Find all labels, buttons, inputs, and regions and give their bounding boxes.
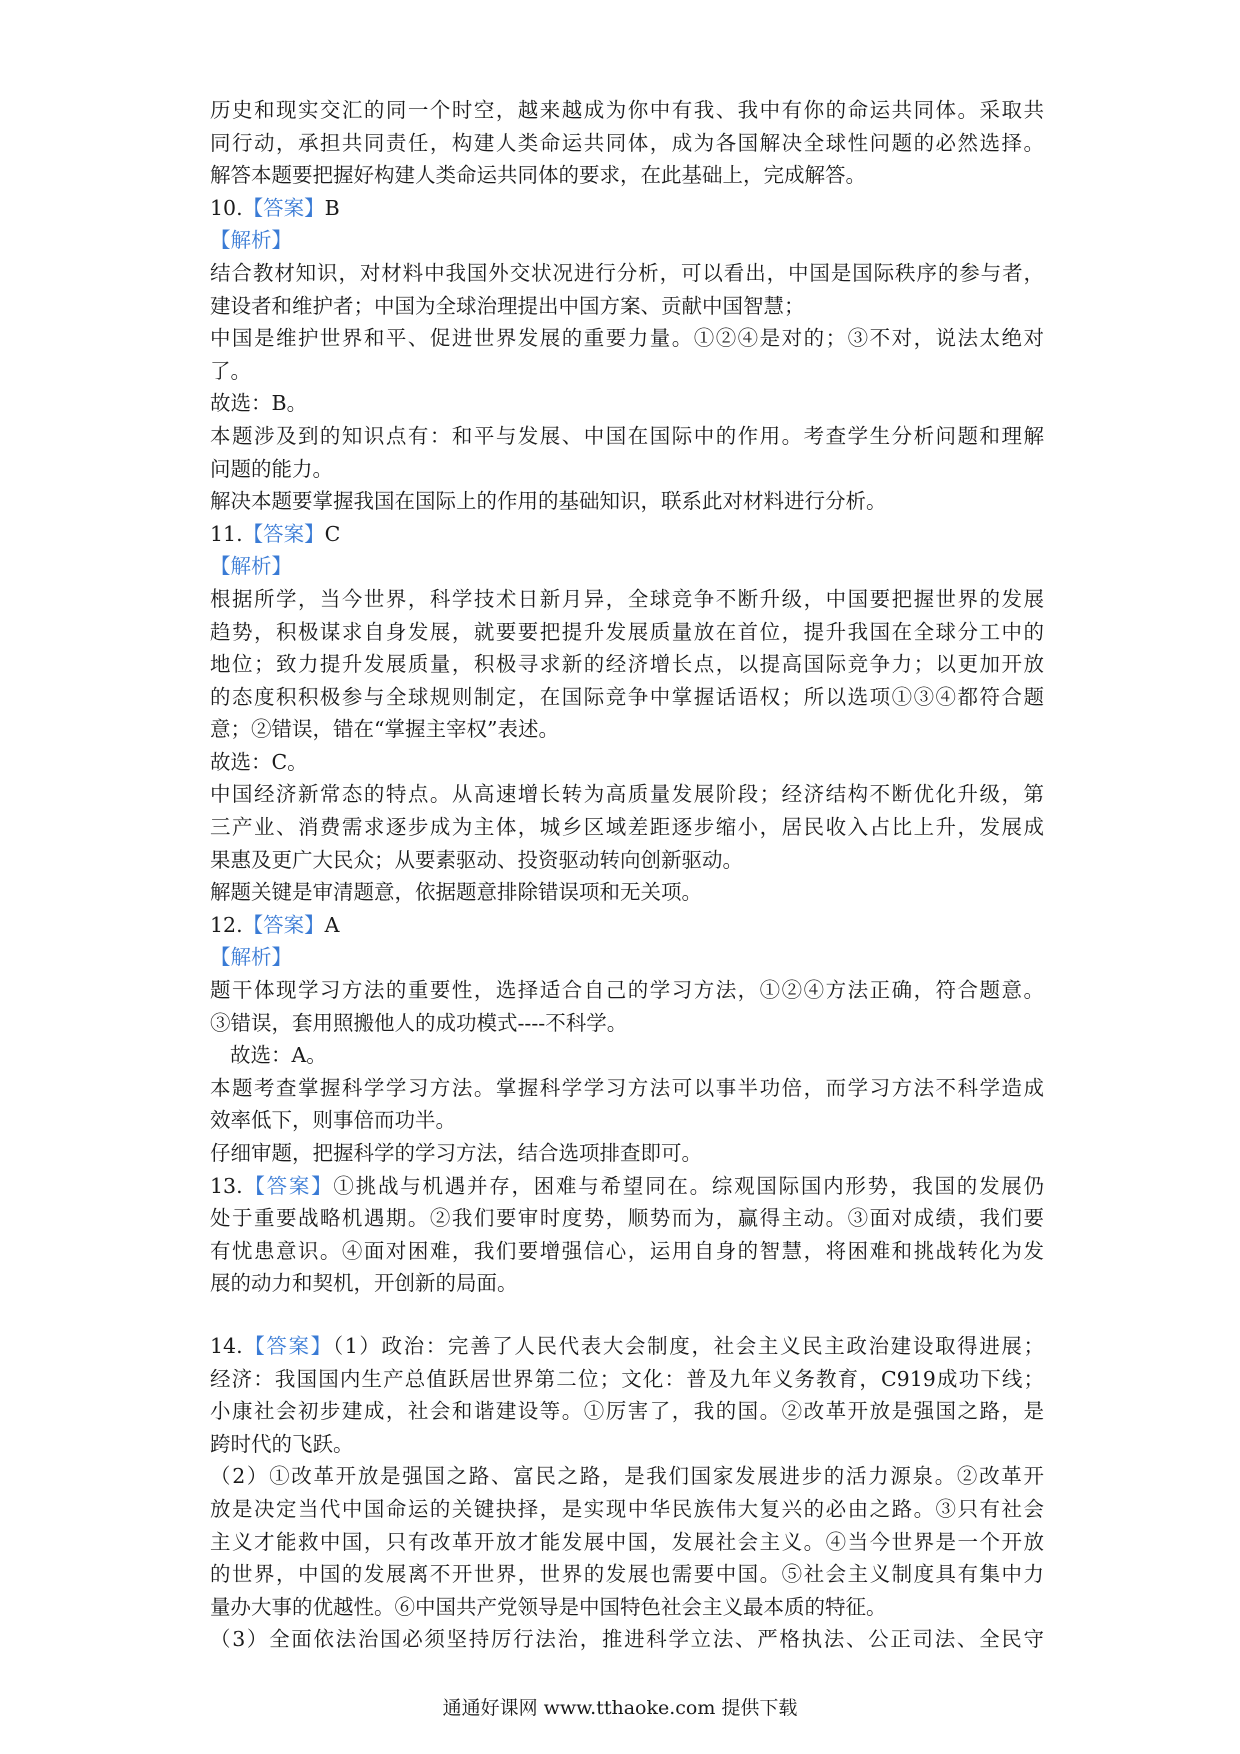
line-text: ③错误，套用照搬他人的成功模式----不科学。	[210, 1010, 628, 1035]
question-number: 11.	[210, 521, 243, 546]
question-number: 14.	[210, 1333, 243, 1358]
text-line	[210, 1428, 1044, 1461]
answer-tag: 【答案】	[242, 521, 325, 546]
line-text: （2）①改革开放是强国之路、富民之路，是我们国家发展进步的活力源泉。②改革开	[210, 1464, 1044, 1489]
line-text: 中国是维护世界和平、促进世界发展的重要力量。①②④是对的；③不对，说法太绝对	[210, 326, 1044, 351]
line-text: 主义才能救中国，只有改革开放才能发展中国，发展社会主义。④当今世界是一个开放	[210, 1529, 1044, 1554]
text-line	[210, 1460, 1044, 1493]
text-line	[210, 1395, 1044, 1428]
line-text: 的态度积积极参与全球规则制定，在国际竞争中掌握话语权；所以选项①③④都符合题	[210, 684, 1044, 709]
line-text: 放是决定当代中国命运的关键抉择，是实现中华民族伟大复兴的必由之路。③只有社会	[210, 1496, 1044, 1521]
text-line	[210, 1623, 1044, 1656]
line-text: 趋势，积极谋求自身发展，就要要把提升发展质量放在首位，提升我国在全球分工中的	[210, 619, 1044, 644]
line-text: 故选：A。	[230, 1043, 327, 1068]
line-text: 故选：B。	[210, 391, 308, 416]
analysis-tag: 【解析】	[210, 554, 292, 579]
text-line	[210, 811, 1044, 844]
line-text: 处于重要战略机遇期。②我们要审时度势，顺势而为，赢得主动。③面对成绩，我们要	[210, 1206, 1044, 1231]
line-text: 跨时代的飞跃。	[210, 1431, 354, 1456]
line-text: 本题考查掌握科学学习方法。掌握科学学习方法可以事半功倍，而学习方法不科学造成	[210, 1075, 1044, 1100]
line-text: 效率低下，则事倍而功半。	[210, 1108, 456, 1133]
answer-tag: 【答案】	[242, 1173, 334, 1198]
text-line	[210, 974, 1044, 1007]
line-text: 本题涉及到的知识点有：和平与发展、中国在国际中的作用。考查学生分析问题和理解	[210, 423, 1044, 448]
text-line	[210, 1137, 1044, 1170]
line-text: 量办大事的优越性。⑥中国共产党领导是中国特色社会主义最本质的特征。	[210, 1594, 887, 1619]
text-line	[210, 1330, 1044, 1363]
line-text: 小康社会初步建成，社会和谐建设等。①厉害了，我的国。②改革开放是强国之路，是	[210, 1399, 1044, 1424]
line-text: ①挑战与机遇并存，困难与希望同在。综观国际国内形势，我国的发展仍	[333, 1173, 1044, 1198]
line-text: 地位；致力提升发展质量，积极寻求新的经济增长点，以提高国际竞争力；以更加开放	[210, 652, 1044, 677]
text-line	[210, 355, 1044, 388]
footer-watermark: 通通好课网 www.tthaoke.com 提供下载	[442, 1697, 798, 1719]
text-line	[210, 453, 1044, 486]
text-line	[210, 941, 1044, 974]
text-line	[210, 518, 1044, 551]
text-line	[210, 1558, 1044, 1591]
text-line	[210, 1591, 1044, 1624]
line-text: C	[324, 521, 341, 546]
text-line	[210, 1526, 1044, 1559]
line-text: 解决本题要掌握我国在国际上的作用的基础知识，联系此对材料进行分析。	[210, 489, 887, 514]
line-text: 同行动，承担共同责任，构建人类命运共同体，成为各国解决全球性问题的必然选择。	[210, 130, 1044, 155]
text-line	[210, 1202, 1044, 1235]
text-line	[210, 746, 1044, 779]
text-line	[210, 550, 1044, 583]
line-text: 的世界，中国的发展离不开世界，世界的发展也需要中国。⑤社会主义制度具有集中力	[210, 1562, 1044, 1587]
text-line	[210, 1267, 1044, 1300]
text-line	[210, 224, 1044, 257]
text-line	[210, 1007, 1044, 1040]
analysis-tag: 【解析】	[210, 228, 292, 253]
line-text: A	[324, 912, 340, 937]
text-line	[210, 1072, 1044, 1105]
text-line	[210, 876, 1044, 909]
line-text: 意；②错误，错在“掌握主宰权”表述。	[210, 717, 559, 742]
line-text: （1）政治：完善了人民代表大会制度，社会主义民主政治建设取得进展；	[332, 1333, 1044, 1358]
line-text: （3）全面依法治国必须坚持厉行法治，推进科学立法、严格执法、公正司法、全民守	[210, 1627, 1044, 1652]
text-line	[210, 909, 1044, 942]
text-line	[210, 387, 1044, 420]
text-line	[210, 290, 1044, 323]
line-text: 建设者和维护者；中国为全球治理提出中国方案、贡献中国智慧；	[210, 293, 805, 318]
text-line	[210, 844, 1044, 877]
line-text: 三产业、消费需求逐步成为主体，城乡区域差距逐步缩小，居民收入占比上升，发展成	[210, 815, 1044, 840]
text-line	[210, 322, 1044, 355]
line-text: 了。	[210, 358, 251, 383]
answer-tag: 【答案】	[242, 195, 325, 220]
analysis-tag: 【解析】	[210, 945, 292, 970]
line-text: 故选：C。	[210, 749, 308, 774]
question-number: 13.	[210, 1173, 243, 1198]
text-line	[210, 583, 1044, 616]
text-line	[210, 127, 1044, 160]
text-line	[210, 681, 1044, 714]
text-line	[210, 778, 1044, 811]
text-line	[210, 1104, 1044, 1137]
text-line	[210, 616, 1044, 649]
line-text: 仔细审题，把握科学的学习方法，结合选项排查即可。	[210, 1141, 702, 1165]
paragraph-gap	[210, 1300, 1044, 1330]
text-line	[210, 1235, 1044, 1268]
text-line	[210, 159, 1044, 192]
line-text: 解答本题要把握好构建人类命运共同体的要求，在此基础上，完成解答。	[210, 163, 866, 188]
line-text: 有忧患意识。④面对困难，我们要增强信心，运用自身的智慧，将困难和挑战转化为发	[210, 1238, 1044, 1263]
text-line	[210, 648, 1044, 681]
line-text: 题干体现学习方法的重要性，选择适合自己的学习方法，①②④方法正确，符合题意。	[210, 978, 1044, 1003]
answer-text-body	[210, 94, 1044, 1656]
line-text: 解题关键是审清题意，依据题意排除错误项和无关项。	[210, 880, 702, 905]
text-line	[210, 1170, 1044, 1203]
line-text: 根据所学，当今世界，科学技术日新月异，全球竞争不断升级，中国要把握世界的发展	[210, 586, 1044, 611]
line-text: 中国经济新常态的特点。从高速增长转为高质量发展阶段；经济结构不断优化升级，第	[210, 782, 1044, 807]
text-line	[210, 1039, 1044, 1072]
question-number: 12.	[210, 912, 243, 937]
text-line	[210, 94, 1044, 127]
text-line	[210, 192, 1044, 225]
text-line	[210, 1363, 1044, 1396]
text-line	[210, 1493, 1044, 1526]
line-text: 展的动力和契机，开创新的局面。	[210, 1271, 518, 1296]
line-text: 果惠及更广大民众；从要素驱动、投资驱动转向创新驱动。	[210, 847, 743, 872]
answer-tag: 【答案】	[242, 1333, 333, 1358]
line-text: 问题的能力。	[210, 456, 333, 481]
text-line	[210, 420, 1044, 453]
question-number: 10.	[210, 195, 243, 220]
text-line	[210, 257, 1044, 290]
answer-tag: 【答案】	[242, 912, 325, 937]
line-text: B	[324, 195, 340, 220]
text-line	[210, 485, 1044, 518]
line-text: 历史和现实交汇的同一个时空，越来越成为你中有我、我中有你的命运共同体。采取共	[210, 98, 1044, 122]
line-text: 经济：我国国内生产总值跃居世界第二位；文化：普及九年义务教育，C919成功下线；	[210, 1366, 1044, 1391]
text-line	[210, 713, 1044, 746]
line-text: 结合教材知识，对材料中我国外交状况进行分析，可以看出，中国是国际秩序的参与者，	[210, 260, 1044, 285]
